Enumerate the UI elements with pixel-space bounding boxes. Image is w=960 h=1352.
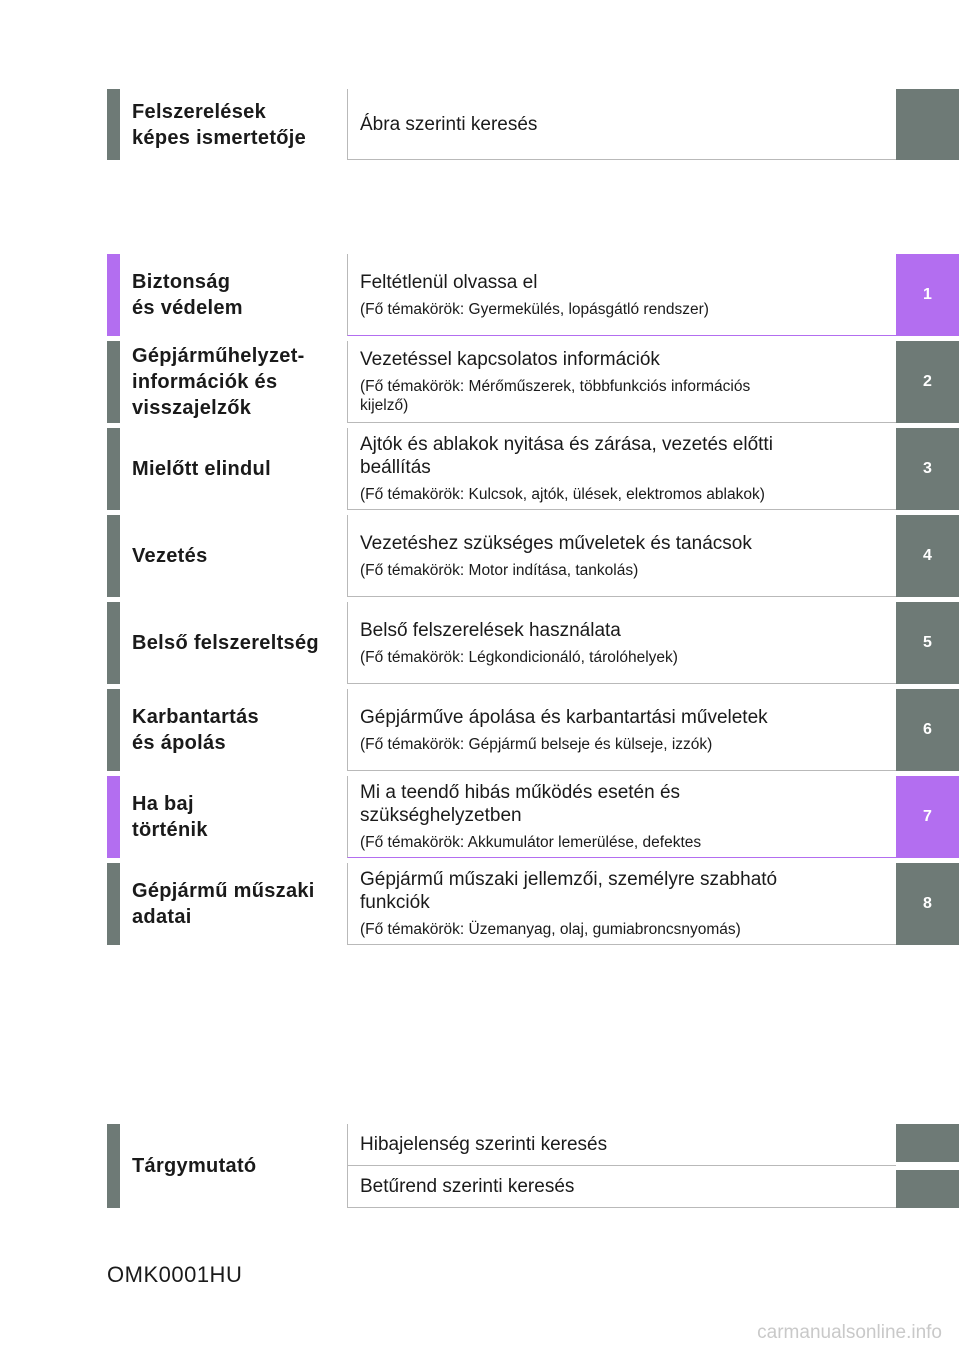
chapter-desc <box>347 863 896 945</box>
chapter-main-text: Vezetéshez szükséges műveletek és tanácsok <box>360 532 752 554</box>
chapter-main-text: Mi a teendő hibás működés esetén és szükséghelyzetben <box>360 782 681 826</box>
chapter-desc <box>347 602 896 684</box>
chapter-sub-text: (Fő témakörök: Mérőműszerek, többfunkciós információs kijelző) <box>360 378 751 414</box>
section-bar <box>107 254 120 336</box>
chapter-sub-text: (Fő témakörök: Motor indítása, tankolás) <box>360 561 639 579</box>
chapter-desc <box>347 776 896 858</box>
chapter-tab[interactable]: 4 <box>896 515 959 597</box>
chapter-sub-text: (Fő témakörök: Üzemanyag, olaj, gumiabroncsnyomás) <box>360 921 741 938</box>
chapter-desc <box>347 515 896 597</box>
chapter-title: Belső felszereltség <box>132 632 319 654</box>
chapter-title: Vezetés <box>132 545 208 567</box>
chapter-main-text: Feltétlenül olvassa el <box>360 271 538 293</box>
index-item-symptom[interactable]: Hibajelenség szerinti keresés <box>347 1124 896 1166</box>
document-code: OMK0001HU <box>107 1262 243 1287</box>
overview-row[interactable] <box>107 89 959 160</box>
chapter-title: Ha baj történik <box>132 793 208 841</box>
section-bar <box>107 1124 120 1208</box>
overview-title: Felszerelések képes ismertetője <box>132 100 307 149</box>
chapter-row-5[interactable] <box>107 602 959 684</box>
chapter-row-8[interactable] <box>107 863 959 945</box>
section-bar <box>107 89 120 160</box>
chapter-row-1[interactable] <box>107 254 959 336</box>
index-row <box>107 1124 959 1208</box>
chapter-main-text: Belső felszerelések használata <box>360 619 621 641</box>
section-bar <box>107 341 120 423</box>
index-title: Tárgymutató <box>132 1155 257 1177</box>
index-tab-alphabetical[interactable] <box>896 1170 959 1208</box>
chapter-tab[interactable]: 7 <box>896 776 959 858</box>
chapter-tab[interactable]: 5 <box>896 602 959 684</box>
index-item-alphabetical[interactable]: Betűrend szerinti keresés <box>347 1166 896 1208</box>
index-tab-symptom[interactable] <box>896 1124 959 1162</box>
chapter-row-3[interactable] <box>107 428 959 510</box>
section-bar <box>107 428 120 510</box>
chapter-sub-text: (Fő témakörök: Kulcsok, ajtók, ülések, elektromos ablakok) <box>360 486 765 503</box>
chapter-title: Karbantartás és ápolás <box>132 706 259 754</box>
section-bar <box>107 863 120 945</box>
chapter-title: Biztonság és védelem <box>132 271 243 319</box>
chapter-sub-text: (Fő témakörök: Gyermekülés, lopásgátló rendszer) <box>360 300 709 318</box>
chapter-row-6[interactable] <box>107 689 959 771</box>
chapter-row-2[interactable] <box>107 341 959 423</box>
chapter-main-text: Gépjárműve ápolása és karbantartási műveletek <box>360 706 768 728</box>
chapter-main-text: Gépjármű műszaki jellemzői, személyre szabható funkciók <box>360 869 778 913</box>
chapter-title: Mielőtt elindul <box>132 458 271 480</box>
section-bar <box>107 602 120 684</box>
chapter-title: Gépjármű műszaki adatai <box>132 880 315 928</box>
chapter-sub-text: (Fő témakörök: Légkondicionáló, tárolóhelyek) <box>360 648 678 666</box>
section-bar <box>107 776 120 858</box>
chapter-tab[interactable]: 6 <box>896 689 959 771</box>
chapter-row-7[interactable] <box>107 776 959 858</box>
overview-tab[interactable] <box>896 89 959 160</box>
chapter-row-4[interactable] <box>107 515 959 597</box>
chapter-desc <box>347 428 896 510</box>
section-bar <box>107 515 120 597</box>
chapter-sub-text: (Fő témakörök: Akkumulátor lemerülése, defektes <box>360 834 702 851</box>
overview-desc <box>347 89 896 160</box>
chapter-desc <box>347 689 896 771</box>
chapter-tab[interactable]: 3 <box>896 428 959 510</box>
chapter-sub-text: (Fő témakörök: Gépjármű belseje és külseje, izzók) <box>360 735 713 753</box>
watermark: carmanualsonline.info <box>757 1322 942 1343</box>
chapter-tab[interactable]: 8 <box>896 863 959 945</box>
chapter-tab[interactable]: 1 <box>896 254 959 336</box>
chapter-desc <box>347 341 896 423</box>
chapter-main-text: Ajtók és ablakok nyitása és zárása, vezetés előtti beállítás <box>360 434 773 478</box>
chapter-tab[interactable]: 2 <box>896 341 959 423</box>
chapter-desc <box>347 254 896 336</box>
chapter-main-text: Vezetéssel kapcsolatos információk <box>360 349 660 370</box>
chapter-title: Gépjárműhelyzet- információk és visszajelzők <box>132 345 305 419</box>
section-bar <box>107 689 120 771</box>
overview-desc-text: Ábra szerinti keresés <box>360 113 538 135</box>
